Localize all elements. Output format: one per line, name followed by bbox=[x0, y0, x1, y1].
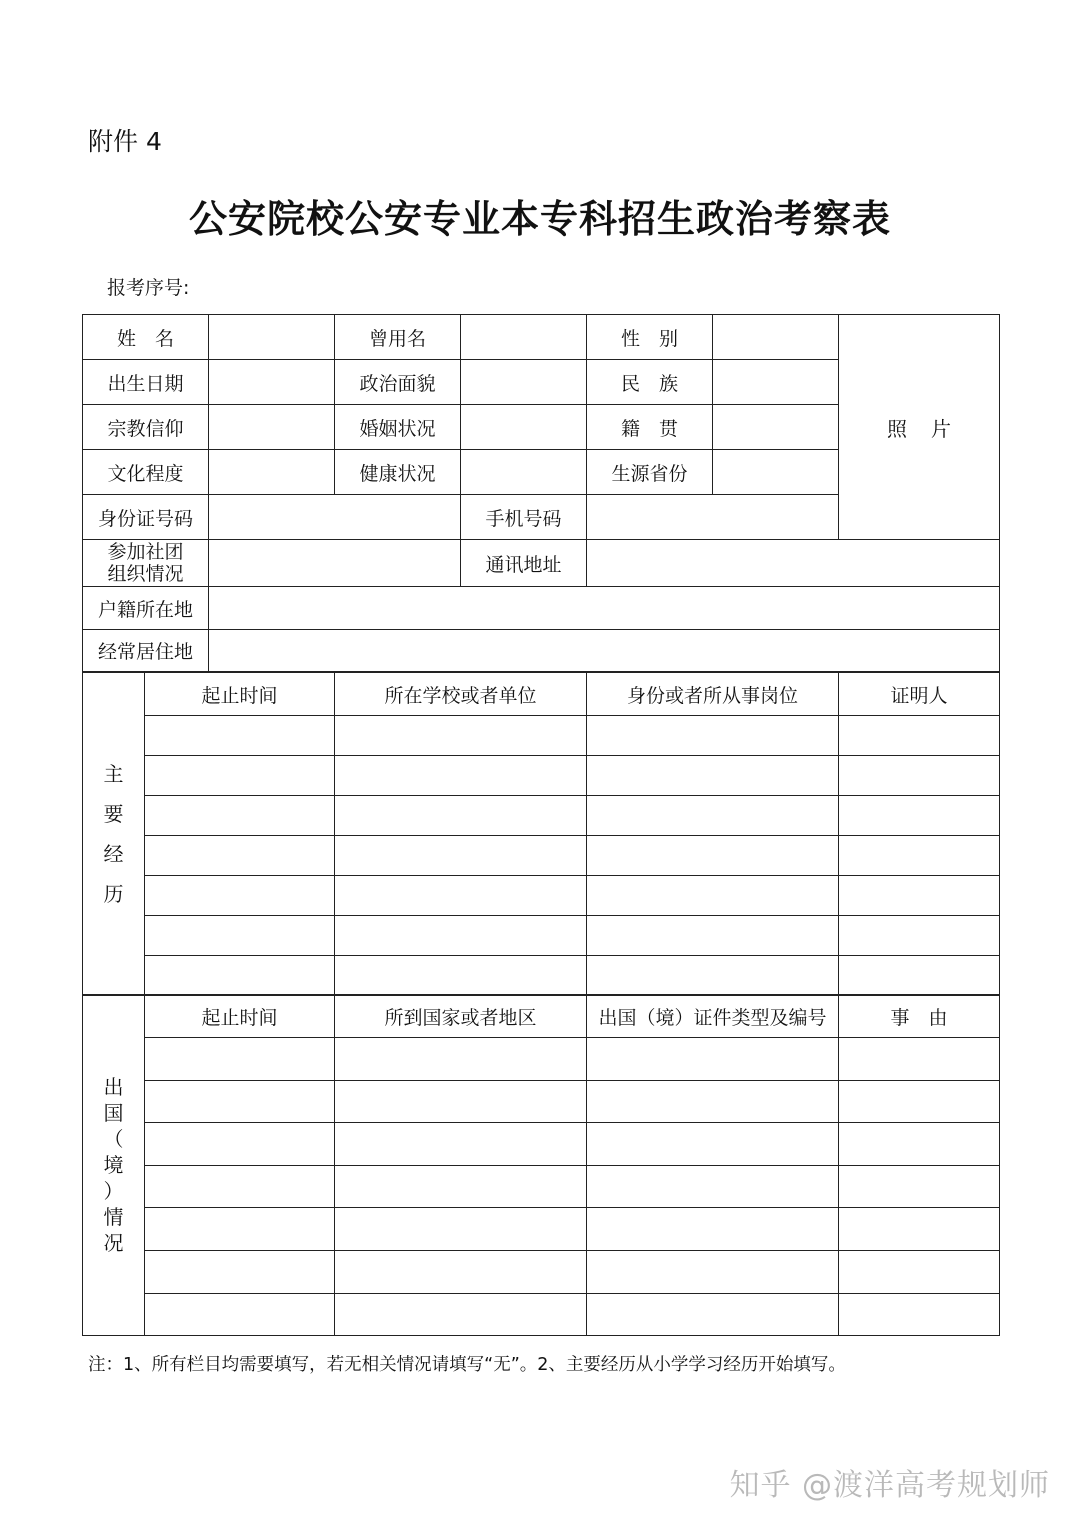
abroad-row bbox=[83, 1208, 1000, 1251]
abroad-cell[interactable] bbox=[587, 1250, 839, 1293]
address-label: 通讯地址 bbox=[461, 540, 587, 587]
abroad-cell[interactable] bbox=[587, 1080, 839, 1123]
id-number-label: 身份证号码 bbox=[83, 495, 209, 540]
abroad-side-label bbox=[83, 995, 145, 1336]
abroad-row bbox=[83, 1293, 1000, 1336]
abroad-cell[interactable] bbox=[145, 1038, 335, 1081]
abroad-cell[interactable] bbox=[839, 1208, 1000, 1251]
abroad-col-document: 出国（境）证件类型及编号 bbox=[587, 995, 839, 1038]
experience-cell[interactable] bbox=[839, 916, 1000, 956]
abroad-side-char: 况 bbox=[103, 1231, 124, 1256]
abroad-col-period: 起止时间 bbox=[145, 995, 335, 1038]
photo-box[interactable]: 照片 bbox=[839, 315, 1000, 540]
abroad-cell[interactable] bbox=[335, 1038, 587, 1081]
political-status-label: 政治面貌 bbox=[335, 360, 461, 405]
abroad-cell[interactable] bbox=[839, 1123, 1000, 1166]
experience-col-school: 所在学校或者单位 bbox=[335, 673, 587, 716]
abroad-cell[interactable] bbox=[145, 1250, 335, 1293]
experience-cell[interactable] bbox=[145, 796, 335, 836]
abroad-cell[interactable] bbox=[587, 1165, 839, 1208]
religion-field[interactable] bbox=[209, 405, 335, 450]
gender-field[interactable] bbox=[713, 315, 839, 360]
abroad-cell[interactable] bbox=[145, 1080, 335, 1123]
abroad-row bbox=[83, 1123, 1000, 1166]
experience-cell[interactable] bbox=[587, 876, 839, 916]
experience-cell[interactable] bbox=[145, 876, 335, 916]
experience-cell[interactable] bbox=[145, 756, 335, 796]
experience-cell[interactable] bbox=[587, 916, 839, 956]
household-registration-label: 户籍所在地 bbox=[83, 587, 209, 630]
abroad-table bbox=[82, 994, 1000, 1336]
abroad-cell[interactable] bbox=[839, 1165, 1000, 1208]
experience-side-char: 经 bbox=[103, 842, 124, 866]
experience-side-char: 历 bbox=[103, 882, 124, 906]
experience-row bbox=[83, 836, 1000, 876]
abroad-cell[interactable] bbox=[335, 1123, 587, 1166]
phone-label: 手机号码 bbox=[461, 495, 587, 540]
abroad-cell[interactable] bbox=[587, 1293, 839, 1336]
abroad-cell[interactable] bbox=[335, 1293, 587, 1336]
experience-cell[interactable] bbox=[839, 716, 1000, 756]
abroad-cell[interactable] bbox=[839, 1293, 1000, 1336]
abroad-side-char: 情 bbox=[103, 1205, 124, 1230]
experience-row bbox=[83, 916, 1000, 956]
marital-status-label: 婚姻状况 bbox=[335, 405, 461, 450]
organization-label bbox=[83, 540, 209, 587]
abroad-cell[interactable] bbox=[335, 1250, 587, 1293]
experience-cell[interactable] bbox=[145, 716, 335, 756]
political-status-field[interactable] bbox=[461, 360, 587, 405]
abroad-side-char: 国 bbox=[103, 1101, 124, 1126]
attachment-label: 附件 4 bbox=[88, 127, 162, 156]
abroad-col-reason: 事 由 bbox=[839, 995, 1000, 1038]
abroad-cell[interactable] bbox=[335, 1208, 587, 1251]
experience-cell[interactable] bbox=[335, 956, 587, 996]
former-name-field[interactable] bbox=[461, 315, 587, 360]
experience-cell[interactable] bbox=[839, 756, 1000, 796]
experience-cell[interactable] bbox=[335, 876, 587, 916]
experience-cell[interactable] bbox=[587, 716, 839, 756]
form-title: 公安院校公安专业本专科招生政治考察表 bbox=[188, 196, 891, 241]
native-place-field[interactable] bbox=[713, 405, 839, 450]
abroad-row bbox=[83, 1165, 1000, 1208]
ethnicity-label: 民 族 bbox=[587, 360, 713, 405]
experience-side-label bbox=[83, 673, 145, 996]
health-label: 健康状况 bbox=[335, 450, 461, 495]
experience-cell[interactable] bbox=[839, 876, 1000, 916]
experience-side-char: 主 bbox=[103, 762, 124, 786]
religion-label: 宗教信仰 bbox=[83, 405, 209, 450]
experience-cell[interactable] bbox=[587, 756, 839, 796]
source-province-field[interactable] bbox=[713, 450, 839, 495]
experience-col-period: 起止时间 bbox=[145, 673, 335, 716]
experience-col-witness: 证明人 bbox=[839, 673, 1000, 716]
source-province-label: 生源省份 bbox=[587, 450, 713, 495]
abroad-cell[interactable] bbox=[335, 1165, 587, 1208]
address-field[interactable] bbox=[587, 540, 1000, 587]
experience-side-char: 要 bbox=[103, 802, 124, 826]
abroad-cell[interactable] bbox=[145, 1208, 335, 1251]
organization-field[interactable] bbox=[209, 540, 461, 587]
experience-cell[interactable] bbox=[839, 836, 1000, 876]
experience-cell[interactable] bbox=[335, 716, 587, 756]
experience-row bbox=[83, 956, 1000, 996]
id-number-field[interactable] bbox=[209, 495, 461, 540]
residence-field[interactable] bbox=[209, 630, 1000, 672]
experience-cell[interactable] bbox=[335, 756, 587, 796]
abroad-cell[interactable] bbox=[145, 1293, 335, 1336]
marital-status-field[interactable] bbox=[461, 405, 587, 450]
experience-row bbox=[83, 796, 1000, 836]
experience-cell[interactable] bbox=[335, 836, 587, 876]
abroad-col-country: 所到国家或者地区 bbox=[335, 995, 587, 1038]
abroad-row bbox=[83, 1250, 1000, 1293]
experience-cell[interactable] bbox=[587, 956, 839, 996]
household-registration-field[interactable] bbox=[209, 587, 1000, 630]
organization-label-line2: 组织情况 bbox=[107, 563, 184, 585]
experience-row bbox=[83, 716, 1000, 756]
former-name-label: 曾用名 bbox=[335, 315, 461, 360]
name-field[interactable] bbox=[209, 315, 335, 360]
experience-cell[interactable] bbox=[145, 836, 335, 876]
ethnicity-field[interactable] bbox=[713, 360, 839, 405]
abroad-cell[interactable] bbox=[145, 1123, 335, 1166]
experience-cell[interactable] bbox=[839, 796, 1000, 836]
experience-row bbox=[83, 756, 1000, 796]
abroad-side-char: 境 bbox=[103, 1153, 124, 1178]
experience-cell[interactable] bbox=[587, 836, 839, 876]
experience-table bbox=[82, 672, 1000, 996]
experience-cell[interactable] bbox=[335, 796, 587, 836]
education-field[interactable] bbox=[209, 450, 335, 495]
abroad-cell[interactable] bbox=[839, 1250, 1000, 1293]
gender-label: 性 别 bbox=[587, 315, 713, 360]
experience-row bbox=[83, 876, 1000, 916]
abroad-cell[interactable] bbox=[839, 1038, 1000, 1081]
abroad-side-char: （ bbox=[103, 1127, 124, 1152]
footnote: 注：1、所有栏目均需要填写，若无相关情况请填写“无”。2、主要经历从小学学习经历开始填写。 bbox=[88, 1355, 846, 1375]
native-place-label: 籍 贯 bbox=[587, 405, 713, 450]
abroad-cell[interactable] bbox=[145, 1165, 335, 1208]
abroad-cell[interactable] bbox=[587, 1123, 839, 1166]
abroad-row bbox=[83, 1080, 1000, 1123]
education-label: 文化程度 bbox=[83, 450, 209, 495]
abroad-cell[interactable] bbox=[587, 1208, 839, 1251]
abroad-cell[interactable] bbox=[587, 1038, 839, 1081]
abroad-side-char: 出 bbox=[103, 1075, 124, 1100]
experience-cell[interactable] bbox=[839, 956, 1000, 996]
experience-cell[interactable] bbox=[587, 796, 839, 836]
name-label: 姓 名 bbox=[83, 315, 209, 360]
abroad-side-char: ） bbox=[103, 1179, 124, 1204]
abroad-row bbox=[83, 1038, 1000, 1081]
personal-info-table bbox=[82, 314, 1000, 672]
watermark: 知乎 @渡洋高考规划师 bbox=[729, 1468, 1050, 1503]
abroad-cell[interactable] bbox=[839, 1080, 1000, 1123]
residence-label: 经常居住地 bbox=[83, 630, 209, 672]
experience-cell[interactable] bbox=[335, 916, 587, 956]
serial-number-label: 报考序号: bbox=[107, 277, 190, 299]
birth-date-label: 出生日期 bbox=[83, 360, 209, 405]
birth-date-field[interactable] bbox=[209, 360, 335, 405]
health-field[interactable] bbox=[461, 450, 587, 495]
experience-cell[interactable] bbox=[145, 916, 335, 956]
experience-col-position: 身份或者所从事岗位 bbox=[587, 673, 839, 716]
experience-cell[interactable] bbox=[145, 956, 335, 996]
abroad-cell[interactable] bbox=[335, 1080, 587, 1123]
organization-label-line1: 参加社团 bbox=[107, 541, 184, 563]
phone-field[interactable] bbox=[587, 495, 839, 540]
